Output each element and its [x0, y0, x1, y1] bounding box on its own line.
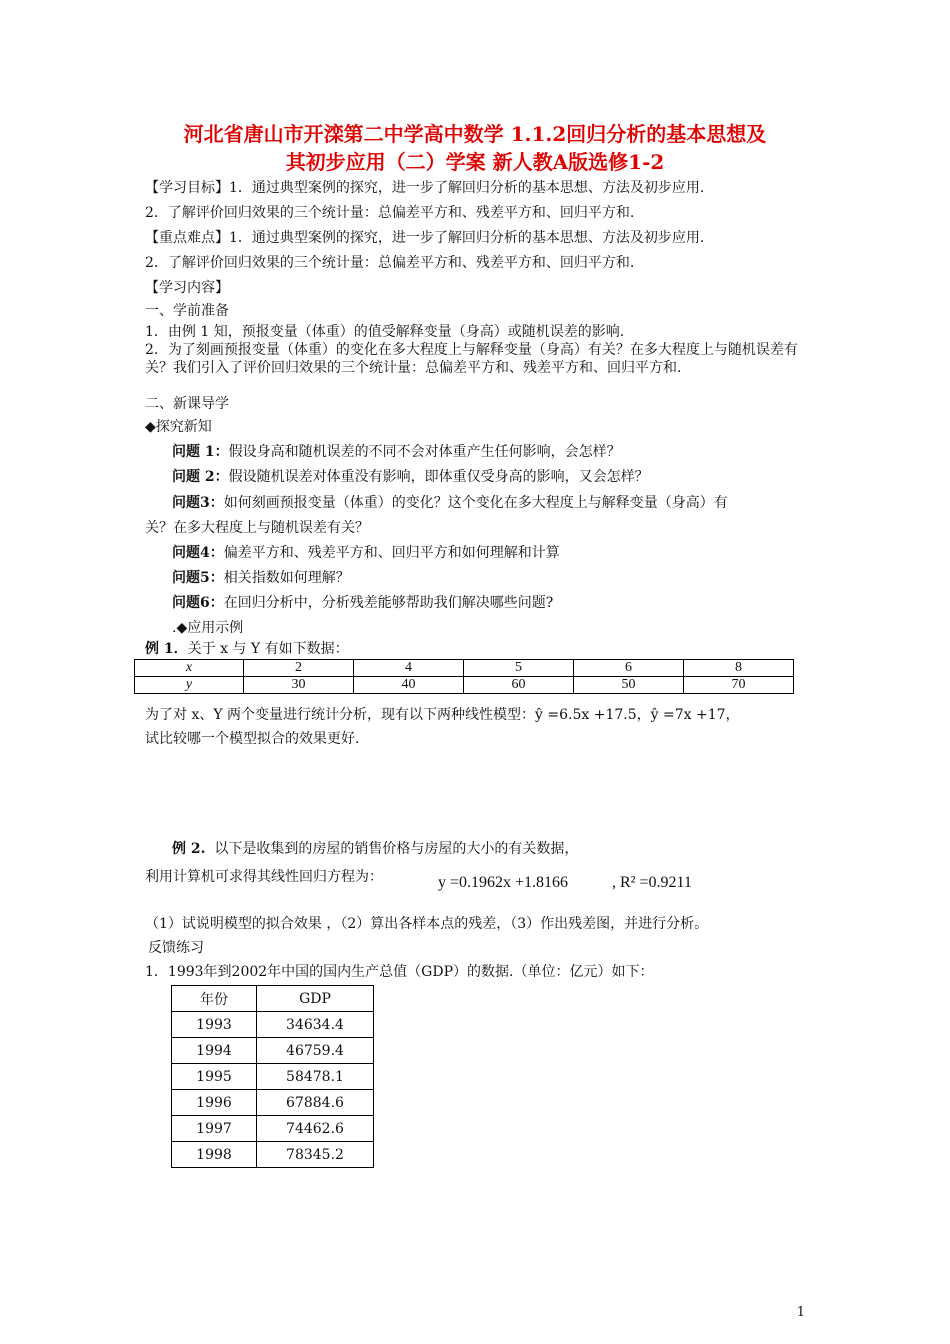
example-2-label: 例 2.	[172, 841, 206, 857]
question-5	[172, 569, 350, 587]
feedback-item-1: 1．1993年到2002年中国的国内生产总值（GDP）的数据.（单位：亿元）如下：	[145, 964, 654, 980]
table-row	[172, 1064, 374, 1090]
objectives-item-1: 1．通过典型案例的探究，进一步了解回归分析的基本思想、方法及初步应用.	[229, 180, 705, 196]
table-cell: 67884.6	[257, 1090, 374, 1116]
table-row	[172, 1012, 374, 1038]
example-1-text: 关于 x 与 Y 有如下数据：	[187, 641, 349, 657]
page-number: 1	[796, 1305, 805, 1320]
table-cell: 58478.1	[257, 1064, 374, 1090]
question-text: 关？在多大程度上与随机误差有关？	[145, 520, 369, 536]
objectives-line-1	[145, 179, 704, 197]
table-cell: 78345.2	[257, 1142, 374, 1168]
example-1-table	[134, 659, 794, 694]
table-row	[172, 1038, 374, 1064]
question-label: 问题5：	[172, 570, 224, 586]
content-label: 【学习内容】	[145, 280, 229, 296]
question-text: 偏差平方和、残差平方和、回归平方和如何理解和计算	[223, 545, 560, 561]
regression-equation: y =0.1962x +1.8166	[438, 874, 569, 891]
title-line-1: 河北省唐山市开滦第二中学高中数学 1.1.2回归分析的基本思想及	[183, 122, 767, 146]
table-row	[172, 1142, 374, 1168]
table-header-gdp: GDP	[257, 986, 374, 1012]
table-cell: 5	[464, 660, 574, 677]
table-header-year: 年份	[172, 986, 257, 1012]
table-header-y: y	[135, 677, 244, 694]
table-cell: 4	[354, 660, 464, 677]
table-cell: 1996	[172, 1090, 257, 1116]
question-text: 相关指数如何理解？	[223, 570, 350, 586]
key-points-label: 【重点难点】	[145, 230, 229, 246]
table-header-x: x	[135, 660, 244, 677]
table-row	[172, 1116, 374, 1142]
table-cell: 34634.4	[257, 1012, 374, 1038]
feedback-heading: 反馈练习	[148, 940, 204, 956]
objectives-item-2: 2．了解评价回归效果的三个统计量：总偏差平方和、残差平方和、回归平方和.	[145, 205, 635, 221]
table-cell: 2	[244, 660, 354, 677]
table-cell: 46759.4	[257, 1038, 374, 1064]
gdp-table	[171, 985, 374, 1168]
question-2	[172, 468, 649, 486]
table-cell: 1997	[172, 1116, 257, 1142]
question-4	[172, 544, 560, 562]
table-row	[135, 660, 794, 677]
table-row	[135, 677, 794, 694]
example-2-text: 以下是收集到的房屋的销售价格与房屋的大小的有关数据，	[214, 841, 579, 857]
key-points-item-1: 1．通过典型案例的探究，进一步了解回归分析的基本思想、方法及初步应用.	[229, 230, 705, 246]
question-6	[172, 594, 553, 612]
prep-heading: 一、学前准备	[145, 303, 229, 319]
table-cell: 40	[354, 677, 464, 694]
key-points-item-2: 2．了解评价回归效果的三个统计量：总偏差平方和、残差平方和、回归平方和.	[145, 255, 635, 271]
new-lesson-heading: 二、新课导学	[145, 396, 229, 412]
application-heading: .◆应用示例	[172, 620, 244, 636]
table-cell: 50	[574, 677, 684, 694]
question-text: 在回归分析中，分析残差能够帮助我们解决哪些问题?	[223, 595, 554, 611]
table-row	[172, 1090, 374, 1116]
table-cell: 74462.6	[257, 1116, 374, 1142]
question-3	[172, 494, 728, 512]
table-cell: 8	[684, 660, 794, 677]
question-label: 问题 2：	[172, 469, 229, 485]
table-cell: 60	[464, 677, 574, 694]
table-cell: 1998	[172, 1142, 257, 1168]
question-text: 如何刻画预报变量（体重）的变化？这个变化在多大程度上与解释变量（身高）有	[223, 495, 728, 511]
example-1-intro	[145, 640, 349, 658]
example-2-intro	[172, 840, 578, 858]
question-label: 问题 1：	[172, 444, 229, 460]
title-line-2: 其初步应用（二）学案 新人教A版选修1-2	[285, 150, 665, 174]
question-text: 假设随机误差对体重没有影响，即体重仅受身高的影响，又会怎样？	[228, 469, 649, 485]
question-3-continued	[145, 519, 369, 537]
example-1-text-2: 试比较哪一个模型拟合的效果更好.	[145, 731, 360, 747]
table-cell: 1994	[172, 1038, 257, 1064]
question-text: 假设身高和随机误差的不同不会对体重产生任何影响，会怎样？	[228, 444, 621, 460]
table-cell: 30	[244, 677, 354, 694]
example-2-tasks: （1）试说明模型的拟合效果 ，（2）算出各样本点的残差，（3）作出残差图，并进行分析。	[145, 916, 709, 932]
table-cell: 1993	[172, 1012, 257, 1038]
document-title	[120, 120, 830, 176]
table-cell: 70	[684, 677, 794, 694]
table-cell: 6	[574, 660, 684, 677]
question-label: 问题4：	[172, 545, 224, 561]
prep-item-2: 2．为了刻画预报变量（体重）的变化在多大程度上与解释变量（身高）有关？在多大程度上与随机误差有关？我们引入了评价回归效果的三个统计量：总偏差平方和、残差平方和、回归平方和.	[145, 342, 798, 376]
example-2-calc-text: 利用计算机可求得其线性回归方程为：	[145, 869, 383, 885]
question-label: 问题3：	[172, 495, 224, 511]
explore-heading: ◆探究新知	[145, 419, 212, 435]
question-label: 问题6：	[172, 595, 224, 611]
example-1-label: 例 1．	[145, 641, 188, 657]
objectives-label: 【学习目标】	[145, 180, 229, 196]
example-1-text-1: 为了对 x、Y 两个变量进行统计分析，现有以下两种线性模型：ŷ =6.5x +17.5，ŷ =7x +17，	[145, 707, 740, 723]
question-1	[172, 443, 621, 461]
r-squared: , R² =0.9211	[612, 874, 692, 891]
table-row	[172, 986, 374, 1012]
prep-item-1: 1．由例 1 知，预报变量（体重）的值受解释变量（身高）或随机误差的影响.	[145, 324, 625, 340]
table-cell: 1995	[172, 1064, 257, 1090]
key-points-line-1	[145, 229, 704, 247]
